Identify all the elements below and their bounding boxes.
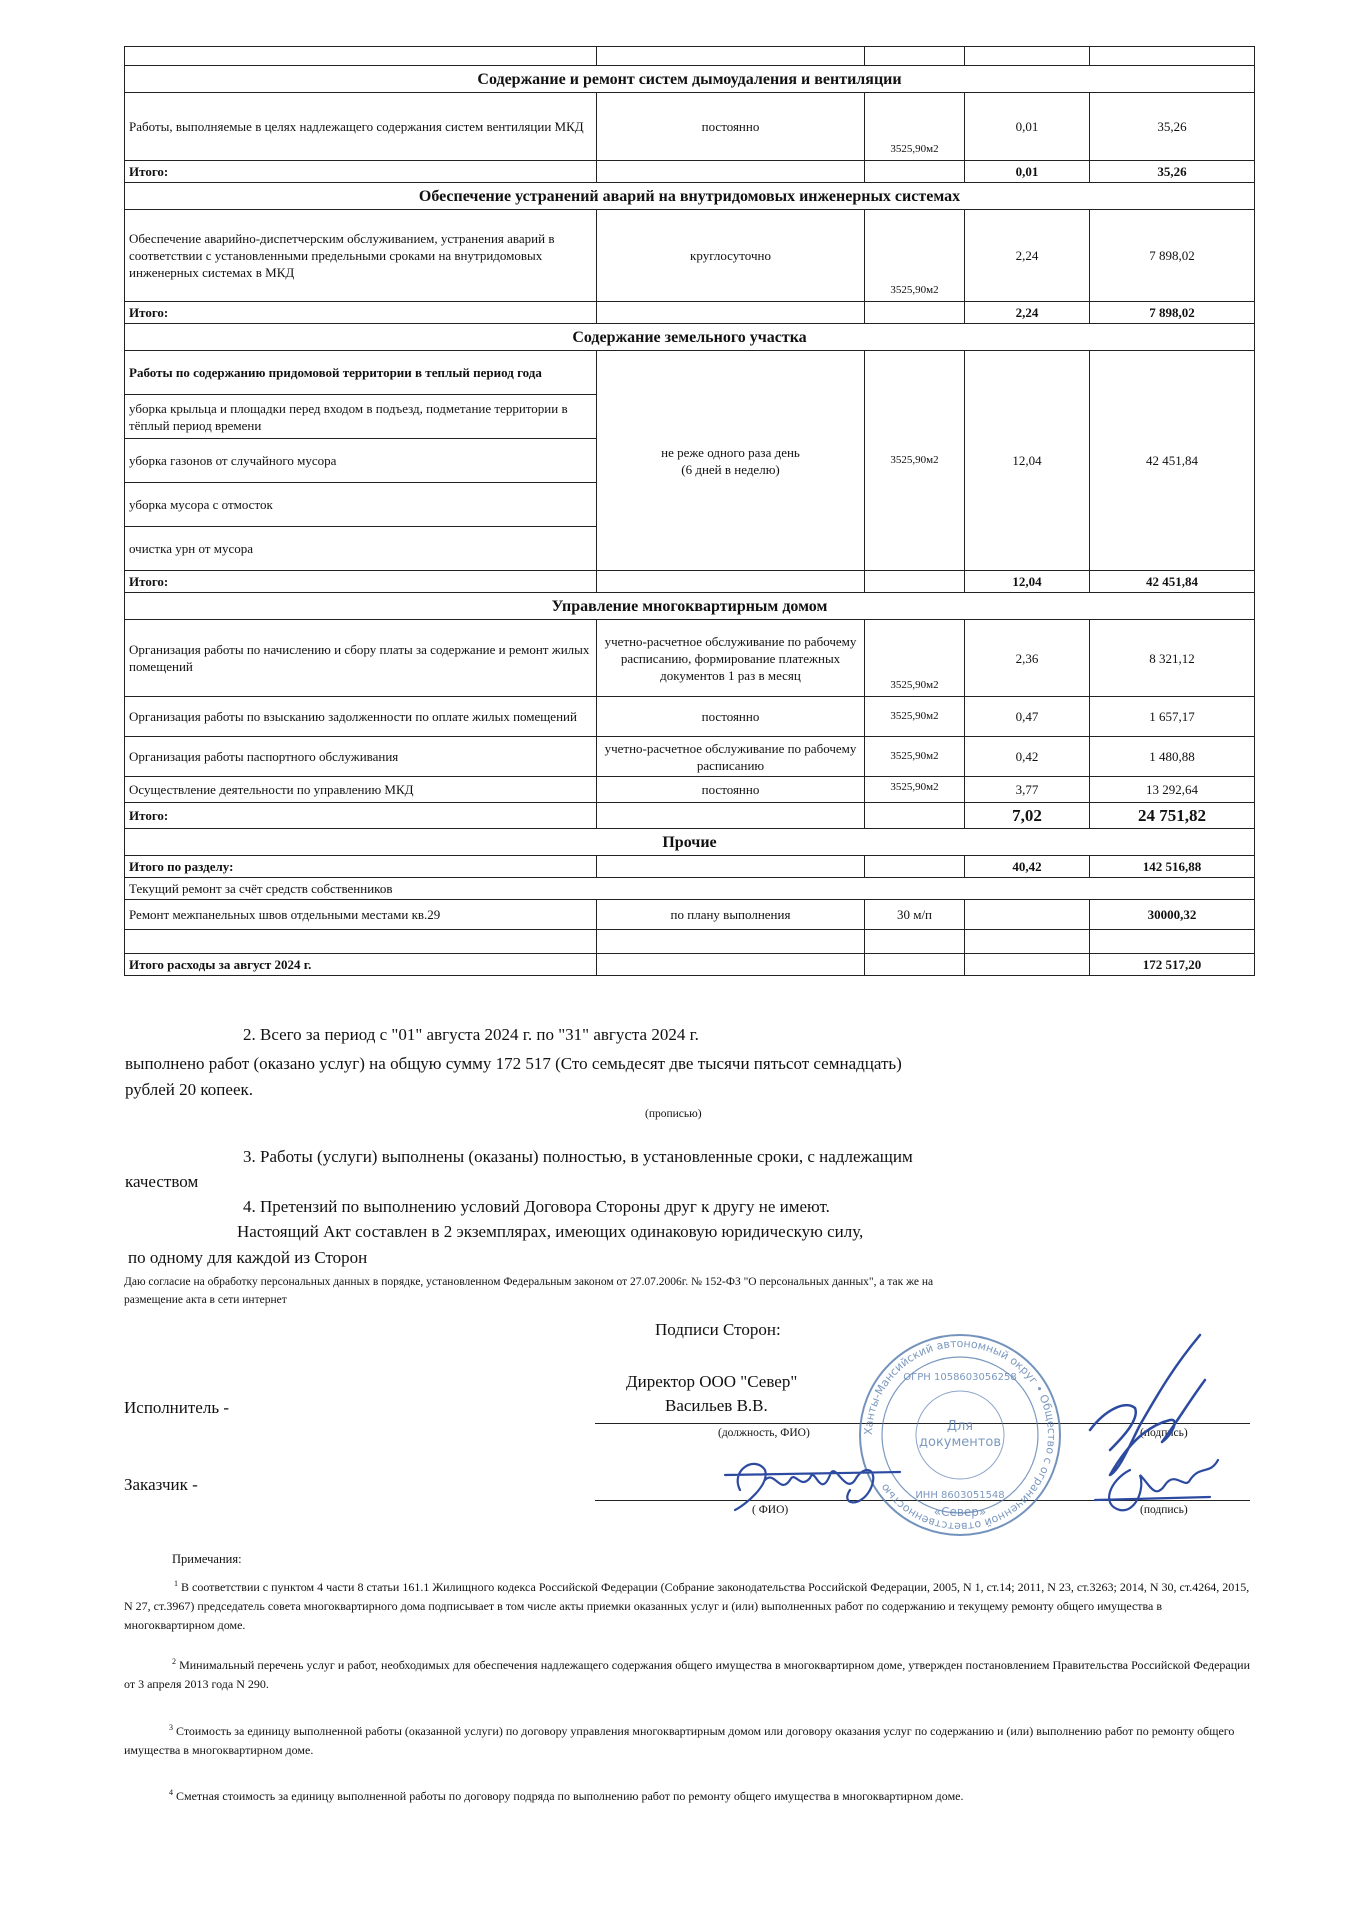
table-row	[125, 210, 1255, 302]
stamp-center-1: Для	[946, 1419, 974, 1434]
service-frequency: круглосуточно	[597, 210, 865, 302]
service-frequency: постоянно	[597, 697, 865, 737]
service-rate: 2,36	[965, 620, 1090, 697]
subtotal-label: Итого:	[125, 161, 597, 183]
paragraph-2-line-1: 2. Всего за период с "01" августа 2024 г. по "31" августа 2024 г.	[243, 1025, 699, 1044]
service-sum: 8 321,12	[1090, 620, 1255, 697]
table-row	[125, 620, 1255, 697]
note-3-text: Стоимость за единицу выполненной работы (оказанной услуги) по договору управления многоквартирным домом или договору оказания услуг по содержанию и (или) выполнению работ по ремонту общего имущества в многоквартирном доме.	[124, 1724, 1235, 1757]
service-item: уборка крыльца и площадки перед входом в подъезд, подметание территории в тёплый период времени	[125, 395, 597, 439]
service-sum: 13 292,64	[1090, 777, 1255, 803]
executor-label: Исполнитель -	[124, 1398, 229, 1417]
section-title: Обеспечение устранений аварий на внутридомовых инженерных системах	[125, 183, 1255, 210]
stamp-name: «Север»	[933, 1505, 987, 1519]
table-row	[125, 878, 1255, 900]
service-item: очистка урн от мусора	[125, 527, 597, 571]
service-frequency: постоянно	[597, 93, 865, 161]
subtotal-sum: 42 451,84	[1090, 571, 1255, 593]
note-1-number: 1	[174, 1579, 178, 1588]
service-name: Обеспечение аварийно-диспетчерским обслуживанием, устранения аварий в соответствии с установленными предельными сроками на внутридомовых инженерных системах в МКД	[125, 210, 597, 302]
section-total-rate: 40,42	[965, 856, 1090, 878]
note-4-number: 4	[169, 1788, 173, 1797]
subtotal-rate: 12,04	[965, 571, 1090, 593]
table-row	[125, 47, 1255, 66]
service-group-title: Работы по содержанию придомовой территории в теплый период года	[125, 351, 597, 395]
note-2	[124, 1652, 1250, 1694]
signature-caption: (подпись)	[1140, 1504, 1188, 1516]
service-frequency: учетно-расчетное обслуживание по рабочему расписанию	[597, 737, 865, 777]
section-header	[125, 593, 1255, 620]
note-4	[124, 1783, 1250, 1806]
section-title: Содержание земельного участка	[125, 324, 1255, 351]
service-sum: 7 898,02	[1090, 210, 1255, 302]
service-sum: 42 451,84	[1090, 351, 1255, 571]
stamp-ogrn: ОГРН 1058603056258	[903, 1372, 1017, 1383]
subtotal-label: Итого:	[125, 803, 597, 829]
section-total-sum: 142 516,88	[1090, 856, 1255, 878]
section-title: Содержание и ремонт систем дымоудаления и вентиляции	[125, 66, 1255, 93]
service-name: Организация работы паспортного обслуживания	[125, 737, 597, 777]
section-header	[125, 324, 1255, 351]
service-rate: 0,01	[965, 93, 1090, 161]
subtotal-rate: 7,02	[965, 803, 1090, 829]
service-rate: 2,24	[965, 210, 1090, 302]
subtotal-sum: 7 898,02	[1090, 302, 1255, 324]
service-rate: 3,77	[965, 777, 1090, 803]
fio-caption: ( ФИО)	[752, 1504, 789, 1516]
subtotal-rate: 2,24	[965, 302, 1090, 324]
position-fio-caption: (должность, ФИО)	[718, 1427, 810, 1439]
stamp-center-2: документов	[919, 1435, 1001, 1450]
grand-total-label: Итого расходы за август 2024 г.	[125, 954, 597, 976]
director-name: Васильев В.В.	[665, 1396, 768, 1415]
paragraph-3-line-1: 3. Работы (услуги) выполнены (оказаны) полностью, в установленные сроки, с надлежащим	[243, 1147, 913, 1166]
note-2-number: 2	[172, 1657, 176, 1666]
service-rate: 0,47	[965, 697, 1090, 737]
service-area: 3525,90м2	[865, 351, 965, 571]
service-name: Работы, выполняемые в целях надлежащего содержания систем вентиляции МКД	[125, 93, 597, 161]
service-name: Осуществление деятельности по управлению МКД	[125, 777, 597, 803]
subtotal-sum: 24 751,82	[1090, 803, 1255, 829]
grand-total-row	[125, 954, 1255, 976]
note-1	[124, 1574, 1250, 1635]
section-title: Прочие	[125, 829, 1255, 856]
service-sum: 1 480,88	[1090, 737, 1255, 777]
note-1-text: В соответствии с пунктом 4 части 8 статьи 161.1 Жилищного кодекса Российской Федерации (Собрание законодательства Российской Федерации, 2005, N 1, ст.14; 2011, N 23, ст.3263; 2014, N 30, ст.4264, 2015, N 27, ст.3967) председатель совета многоквартирного дома подписывает в том числе акты приемки оказанных услуг и (или) выполненных работ по содержанию и текущему ремонту общего имущества в многоквартирном доме.	[124, 1580, 1250, 1632]
subtotal-row	[125, 571, 1255, 593]
paragraph-5-line-2: по одному для каждой из Сторон	[128, 1248, 368, 1267]
table-row	[125, 930, 1255, 954]
customer-signature-2	[1090, 1455, 1225, 1520]
table-row	[125, 777, 1255, 803]
subtotal-sum: 35,26	[1090, 161, 1255, 183]
note-3	[124, 1718, 1250, 1760]
service-area: 30 м/п	[865, 900, 965, 930]
section-header	[125, 829, 1255, 856]
signatures-title: Подписи Сторон:	[655, 1320, 781, 1339]
service-area: 3525,90м2	[865, 697, 965, 737]
stamp-ring-text: Ханты-Мансийский автономный округ • Общество с ограниченной ответственностью	[861, 1336, 1059, 1534]
subtotal-label: Итого:	[125, 571, 597, 593]
service-area: 3525,90м2	[865, 737, 965, 777]
note-4-text: Сметная стоимость за единицу выполненной работы по договору подряда по выполнению работ по ремонту общего имущества в многоквартирном доме.	[176, 1789, 964, 1803]
services-table	[124, 46, 1255, 976]
stamp-inn: ИНН 8603051548	[915, 1490, 1005, 1501]
director-position: Директор ООО "Север"	[626, 1372, 798, 1391]
service-sum: 35,26	[1090, 93, 1255, 161]
notes-title: Примечания:	[172, 1552, 242, 1566]
subtotal-row	[125, 161, 1255, 183]
service-frequency: учетно-расчетное обслуживание по рабочему расписанию, формирование платежных документов 1 раз в месяц	[597, 620, 865, 697]
service-rate: 12,04	[965, 351, 1090, 571]
section-total-label: Итого по разделу:	[125, 856, 597, 878]
service-frequency: не реже одного раза день (6 дней в неделю)	[597, 351, 865, 571]
paragraph-3-line-2: качеством	[125, 1172, 199, 1191]
subtotal-label: Итого:	[125, 302, 597, 324]
paragraph-2-line-3: рублей 20 копеек.	[125, 1080, 253, 1099]
service-sum: 30000,32	[1090, 900, 1255, 930]
service-area: 3525,90м2	[865, 777, 965, 803]
subtotal-row	[125, 302, 1255, 324]
section-title: Управление многоквартирным домом	[125, 593, 1255, 620]
service-name: Организация работы по взысканию задолженности по оплате жилых помещений	[125, 697, 597, 737]
service-area: 3525,90м2	[865, 620, 965, 697]
service-name: Ремонт межпанельных швов отдельными местами кв.29	[125, 900, 597, 930]
service-area: 3525,90м2	[865, 210, 965, 302]
section-header	[125, 66, 1255, 93]
propis-label: (прописью)	[645, 1108, 702, 1120]
note-2-text: Минимальный перечень услуг и работ, необходимых для обеспечения надлежащего содержания общего имущества в многоквартирном доме, утвержден постановлением Правительства Российской Федерации от 3 апреля 2013 года N 290.	[124, 1658, 1250, 1691]
service-area: 3525,90м2	[865, 93, 965, 161]
consent-line-2: размещение акта в сети интернет	[124, 1294, 287, 1306]
subtotal-rate: 0,01	[965, 161, 1090, 183]
section-header	[125, 183, 1255, 210]
service-item: уборка газонов от случайного мусора	[125, 439, 597, 483]
table-row	[125, 93, 1255, 161]
service-rate: 0,42	[965, 737, 1090, 777]
subtotal-row	[125, 803, 1255, 829]
note-3-number: 3	[169, 1723, 173, 1732]
service-name: Организация работы по начислению и сбору платы за содержание и ремонт жилых помещений	[125, 620, 597, 697]
paragraph-4: 4. Претензий по выполнению условий Договора Стороны друг к другу не имеют.	[243, 1197, 830, 1216]
subtotal-row	[125, 856, 1255, 878]
table-row	[125, 900, 1255, 930]
service-item: уборка мусора с отмосток	[125, 483, 597, 527]
service-sum: 1 657,17	[1090, 697, 1255, 737]
grand-total-sum: 172 517,20	[1090, 954, 1255, 976]
table-row	[125, 351, 1255, 395]
customer-signature	[720, 1450, 910, 1520]
table-row	[125, 737, 1255, 777]
paragraph-5-line-1: Настоящий Акт составлен в 2 экземплярах, имеющих одинаковую юридическую силу,	[237, 1222, 864, 1241]
service-frequency: по плану выполнения	[597, 900, 865, 930]
signature-caption: (подпись)	[1140, 1427, 1188, 1439]
paragraph-2-line-2: выполнено работ (оказано услуг) на общую сумму 172 517 (Сто семьдесят две тысячи пятьсот семнадцать)	[125, 1054, 902, 1073]
consent-line-1: Даю согласие на обработку персональных данных в порядке, установленном Федеральным законом от 27.07.2006г. № 152-ФЗ "О персональных данных", а так же на	[124, 1276, 934, 1288]
service-frequency: постоянно	[597, 777, 865, 803]
customer-label: Заказчик -	[124, 1475, 198, 1494]
table-row	[125, 697, 1255, 737]
current-repair-title: Текущий ремонт за счёт средств собственников	[125, 878, 1255, 900]
